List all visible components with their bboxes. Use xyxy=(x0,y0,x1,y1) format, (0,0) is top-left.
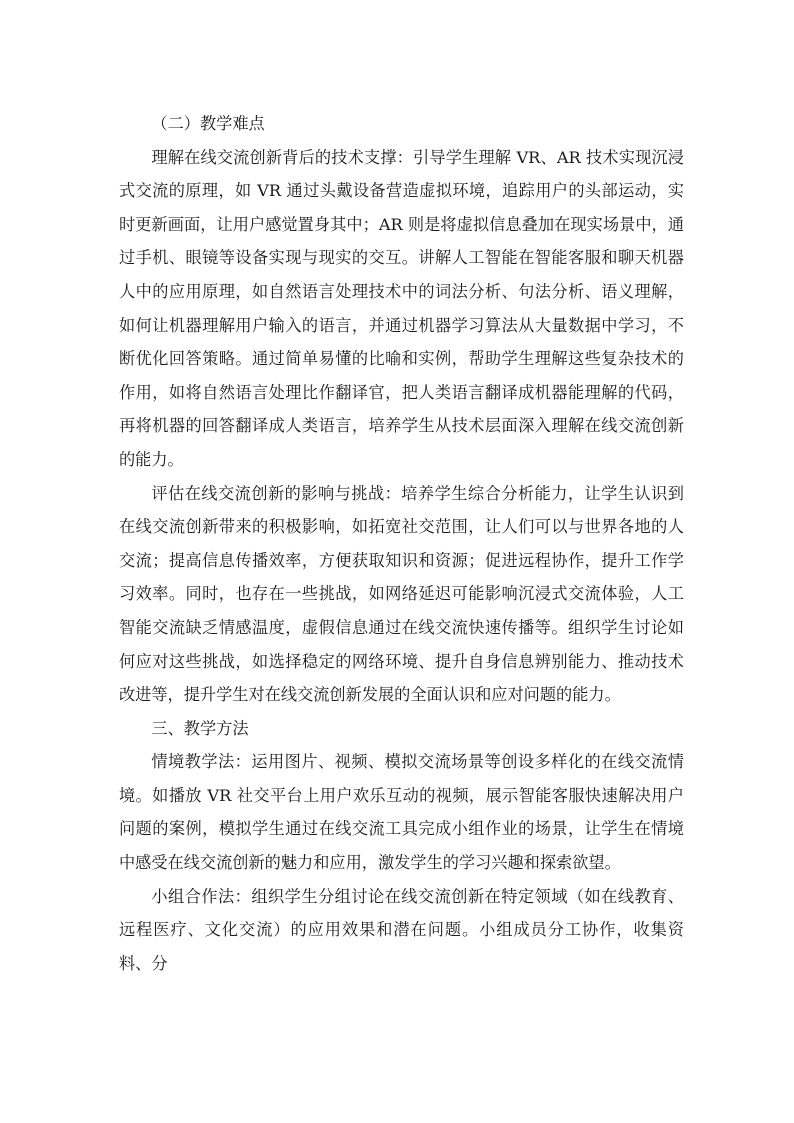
paragraph-group-cooperation: 小组合作法：组织学生分组讨论在线交流创新在特定领域（如在线教育、远程医疗、文化交流）的应用效果和潜在问题。小组成员分工协作，收集资料、分 xyxy=(119,886,684,973)
paragraph-situational-teaching: 情境教学法：运用图片、视频、模拟交流场景等创设多样化的在线交流情境。如播放 VR 社交平台上用户欢乐互动的视频，展示智能客服快速解决用户问题的案例，模拟学生通过在线交流工具完成小组作业的场景，让学生在情境中感受在线交流创新的魅力和应用，激发学生的学习兴趣和探索欲望。 xyxy=(119,752,684,873)
paragraph-tech-support: 理解在线交流创新背后的技术支撑：引导学生理解 VR、AR 技术实现沉浸式交流的原理，如 VR 通过头戴设备营造虚拟环境，追踪用户的头部运动，实时更新画面，让用户感觉置身其中；AR 则是将虚拟信息叠加在现实场景中，通过手机、眼镜等设备实现与现实的交互。讲解人工智能在智能客服和聊天机器人中的应用原理，如自然语言处理技术中的词法分析、句法分析、语义理解，如何让机器理解用户输入的语言，并通过机器学习算法从大量数据中学习，不断优化回答策略。通过简单易懂的比喻和实例，帮助学生理解这些复杂技术的作用，如将自然语言处理比作翻译官，把人类语言翻译成机器能理解的代码，再将机器的回答翻译成人类语言，培养学生从技术层面深入理解在线交流创新的能力。 xyxy=(119,147,684,469)
document-body xyxy=(119,107,684,980)
paragraph-impact-challenges: 评估在线交流创新的影响与挑战：培养学生综合分析能力，让学生认识到在线交流创新带来的积极影响，如拓宽社交范围，让人们可以与世界各地的人交流；提高信息传播效率，方便获取知识和资源；促进远程协作，提升工作学习效率。同时，也存在一些挑战，如网络延迟可能影响沉浸式交流体验，人工智能交流缺乏情感温度，虚假信息通过在线交流快速传播等。组织学生讨论如何应对这些挑战，如选择稳定的网络环境、提升自身信息辨别能力、推动技术改进等，提升学生对在线交流创新发展的全面认识和应对问题的能力。 xyxy=(119,483,684,705)
section-heading-teaching-methods: 三、教学方法 xyxy=(151,718,249,738)
section-heading-teaching-difficulties: （二）教学难点 xyxy=(151,114,265,133)
